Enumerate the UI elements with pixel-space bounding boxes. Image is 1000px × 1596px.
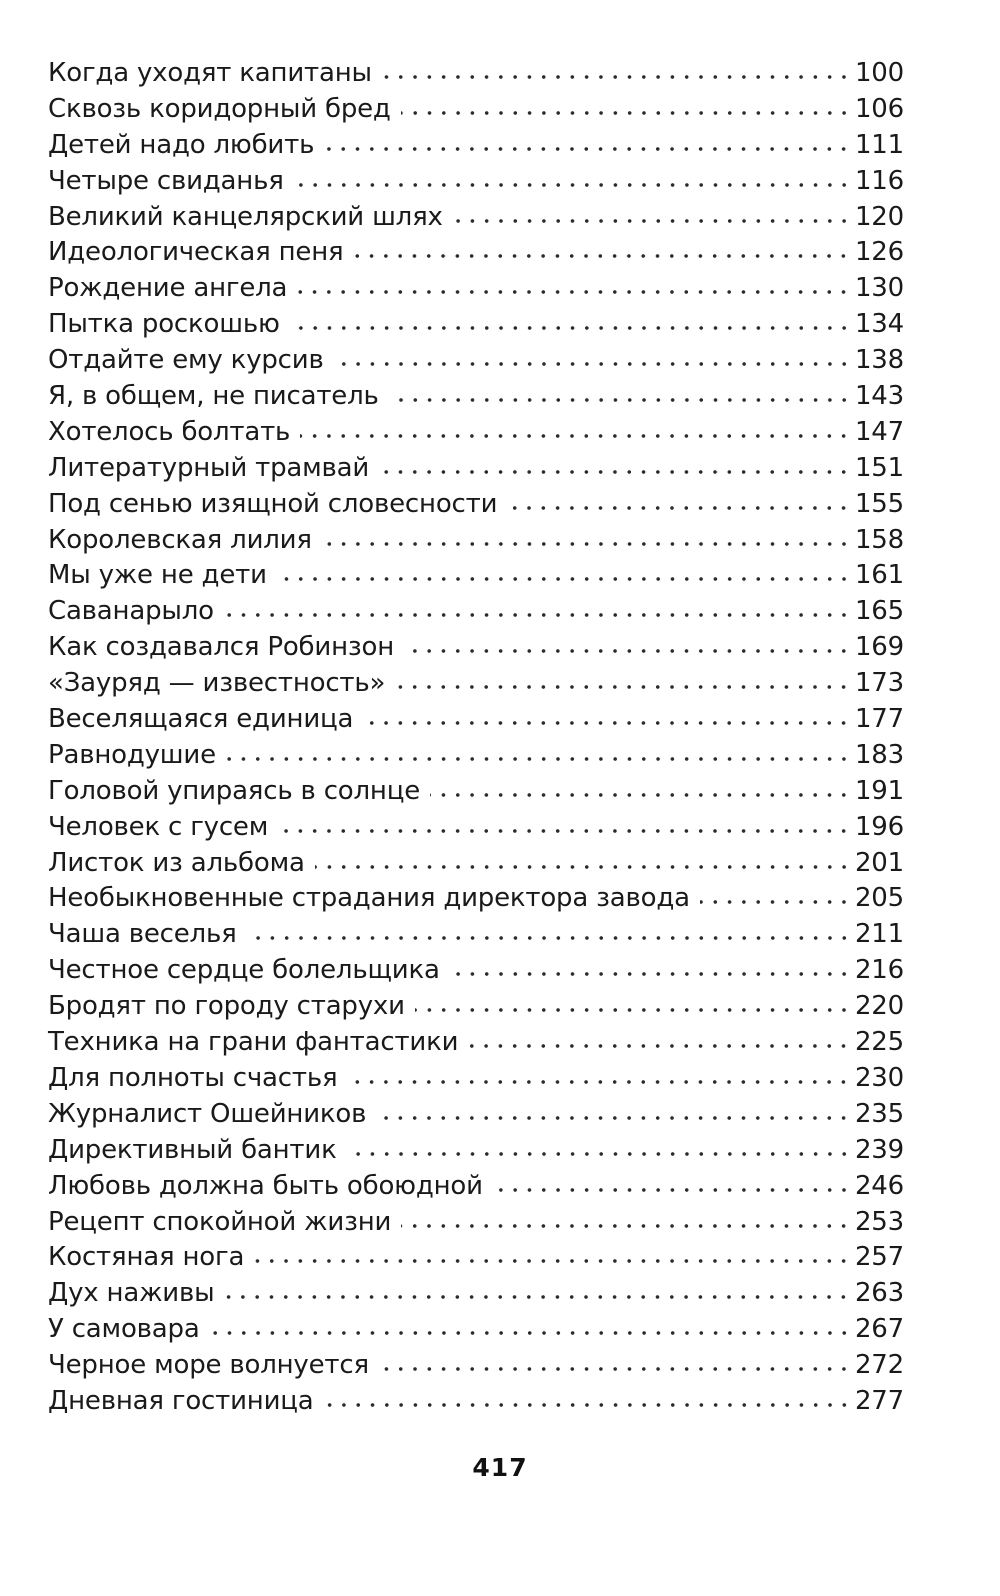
toc-entry-title: Отдайте ему курсив (48, 345, 324, 376)
dot-leader (224, 1293, 851, 1301)
dot-leader (376, 1114, 851, 1122)
toc-entry-title: Королевская лилия (48, 524, 312, 555)
table-of-contents (48, 56, 904, 1420)
toc-entry-page: 216 (854, 955, 904, 986)
toc-entry (48, 630, 904, 666)
dot-leader (353, 252, 851, 260)
toc-entry-page: 196 (854, 811, 904, 842)
toc-entry-title: Четыре свиданья (48, 165, 284, 196)
toc-entry-page: 173 (854, 668, 904, 699)
toc-entry-title: У самовара (48, 1314, 200, 1345)
toc-entry (48, 774, 904, 810)
toc-entry (48, 164, 904, 200)
toc-entry-page: 106 (854, 93, 904, 124)
dot-leader (334, 360, 851, 368)
toc-entry-title: Дневная гостиница (48, 1385, 314, 1416)
toc-entry-page: 120 (854, 201, 904, 232)
toc-entry (48, 1276, 904, 1312)
toc-entry-page: 205 (854, 883, 904, 914)
toc-entry-page: 165 (854, 596, 904, 627)
toc-entry (48, 235, 904, 271)
toc-entry (48, 56, 904, 92)
toc-entry-title: Человек с гусем (48, 811, 269, 842)
toc-entry (48, 379, 904, 415)
toc-entry-title: Сквозь коридорный бред (48, 93, 391, 124)
toc-entry (48, 558, 904, 594)
toc-entry (48, 810, 904, 846)
toc-entry (48, 953, 904, 989)
toc-entry-title: Костяная нога (48, 1242, 245, 1273)
toc-entry (48, 917, 904, 953)
toc-entry-page: 253 (854, 1206, 904, 1237)
toc-entry-title: Техника на грани фантастики (48, 1027, 459, 1058)
toc-entry-title: Головой упираясь в солнце (48, 775, 421, 806)
toc-entry-title: Пытка роскошью (48, 309, 280, 340)
toc-entry (48, 666, 904, 702)
dot-leader (493, 1186, 851, 1194)
toc-entry (48, 92, 904, 128)
toc-entry-page: 246 (854, 1170, 904, 1201)
toc-entry-title: Чаша веселья (48, 919, 237, 950)
toc-entry-title: Директивный бантик (48, 1134, 337, 1165)
toc-entry-page: 177 (854, 704, 904, 735)
toc-entry (48, 846, 904, 882)
toc-entry-title: Я, в общем, не писатель (48, 381, 379, 412)
toc-entry-title: Рождение ангела (48, 273, 288, 304)
toc-entry-page: 191 (854, 775, 904, 806)
toc-entry-page: 267 (854, 1314, 904, 1345)
dot-leader (224, 611, 851, 619)
toc-entry-title: Равнодушие (48, 739, 216, 770)
toc-entry-title: Мы уже не дети (48, 560, 267, 591)
toc-entry-page: 225 (854, 1027, 904, 1058)
dot-leader (395, 683, 851, 691)
toc-entry-title: Литературный трамвай (48, 452, 370, 483)
toc-entry-page: 201 (854, 847, 904, 878)
toc-entry-page: 183 (854, 739, 904, 770)
toc-entry-page: 147 (854, 416, 904, 447)
toc-entry-page: 143 (854, 381, 904, 412)
dot-leader (389, 396, 851, 404)
dot-leader (247, 934, 851, 942)
toc-entry (48, 1312, 904, 1348)
dot-leader (430, 791, 851, 799)
dot-leader (453, 217, 851, 225)
toc-entry-page: 211 (854, 919, 904, 950)
toc-entry (48, 738, 904, 774)
toc-entry-page: 239 (854, 1134, 904, 1165)
dot-leader (290, 324, 851, 332)
toc-entry-title: Любовь должна быть обоюдной (48, 1170, 483, 1201)
toc-entry-title: Журналист Ошейников (48, 1098, 367, 1129)
toc-entry-page: 230 (854, 1062, 904, 1093)
page-number: 417 (472, 1453, 528, 1482)
toc-entry-title: Бродят по городу старухи (48, 991, 405, 1022)
dot-leader (379, 1365, 851, 1373)
toc-entry-page: 272 (854, 1350, 904, 1381)
dot-leader (297, 288, 851, 296)
toc-entry-page: 277 (854, 1385, 904, 1416)
dot-leader (210, 1329, 851, 1337)
toc-entry-title: Для полноты счастья (48, 1062, 338, 1093)
toc-entry-page: 257 (854, 1242, 904, 1273)
toc-entry (48, 343, 904, 379)
dot-leader (294, 181, 851, 189)
toc-entry-title: Великий канцелярский шлях (48, 201, 443, 232)
toc-entry-title: «Зауряд — известность» (48, 668, 386, 699)
dot-leader (363, 719, 851, 727)
dot-leader (277, 575, 851, 583)
toc-entry-title: Идеологическая пеня (48, 237, 344, 268)
toc-entry-page: 130 (854, 273, 904, 304)
toc-entry (48, 1169, 904, 1205)
dot-leader (226, 755, 851, 763)
dot-leader (300, 432, 851, 440)
toc-entry (48, 881, 904, 917)
toc-entry-page: 155 (854, 488, 904, 519)
dot-leader (278, 827, 851, 835)
dot-leader (404, 647, 851, 655)
dot-leader (324, 145, 851, 153)
toc-entry-title: Саванарыло (48, 596, 214, 627)
toc-entry-page: 138 (854, 345, 904, 376)
dot-leader (347, 1078, 851, 1086)
toc-entry-title: Листок из альбома (48, 847, 305, 878)
dot-leader (401, 109, 851, 117)
toc-entry (48, 487, 904, 523)
toc-entry-page: 111 (854, 129, 904, 160)
toc-entry-title: Как создавался Робинзон (48, 632, 395, 663)
toc-entry (48, 271, 904, 307)
toc-entry-page: 134 (854, 309, 904, 340)
dot-leader (324, 1401, 851, 1409)
dot-leader (347, 1150, 851, 1158)
toc-entry-title: Честное сердце болельщика (48, 955, 440, 986)
toc-entry-page: 220 (854, 991, 904, 1022)
dot-leader (382, 73, 851, 81)
toc-entry (48, 128, 904, 164)
toc-entry (48, 989, 904, 1025)
toc-entry-page: 151 (854, 452, 904, 483)
toc-entry (48, 1133, 904, 1169)
toc-entry (48, 1240, 904, 1276)
toc-entry (48, 451, 904, 487)
toc-entry (48, 1097, 904, 1133)
toc-entry (48, 594, 904, 630)
toc-entry-page: 116 (854, 165, 904, 196)
toc-entry (48, 523, 904, 559)
toc-entry (48, 1348, 904, 1384)
toc-entry (48, 307, 904, 343)
dot-leader (415, 1006, 851, 1014)
toc-entry-page: 100 (854, 58, 904, 88)
toc-entry-page: 158 (854, 524, 904, 555)
dot-leader (700, 898, 851, 906)
dot-leader (322, 540, 851, 548)
toc-entry (48, 1061, 904, 1097)
toc-entry-title: Хотелось болтать (48, 416, 291, 447)
toc-entry-title: Рецепт спокойной жизни (48, 1206, 392, 1237)
toc-entry (48, 1384, 904, 1420)
dot-leader (379, 468, 851, 476)
dot-leader (468, 1042, 851, 1050)
dot-leader (401, 1222, 851, 1230)
toc-entry-title: Необыкновенные страдания директора завода (48, 883, 690, 914)
dot-leader (450, 970, 851, 978)
dot-leader (254, 1257, 851, 1265)
toc-entry-title: Детей надо любить (48, 129, 315, 160)
toc-entry-title: Под сенью изящной словесности (48, 488, 498, 519)
toc-entry-title: Дух наживы (48, 1278, 215, 1309)
toc-entry-page: 263 (854, 1278, 904, 1309)
toc-entry-title: Веселящаяся единица (48, 704, 354, 735)
toc-entry-page: 235 (854, 1098, 904, 1129)
toc-entry-title: Черное море волнуется (48, 1350, 369, 1381)
toc-entry (48, 702, 904, 738)
dot-leader (507, 504, 851, 512)
toc-entry-page: 161 (854, 560, 904, 591)
toc-entry (48, 1025, 904, 1061)
toc-entry-page: 126 (854, 237, 904, 268)
toc-entry-title: Когда уходят капитаны (48, 58, 372, 88)
toc-entry (48, 415, 904, 451)
toc-entry-page: 169 (854, 632, 904, 663)
toc-entry (48, 1205, 904, 1241)
toc-entry (48, 200, 904, 236)
dot-leader (315, 863, 851, 871)
